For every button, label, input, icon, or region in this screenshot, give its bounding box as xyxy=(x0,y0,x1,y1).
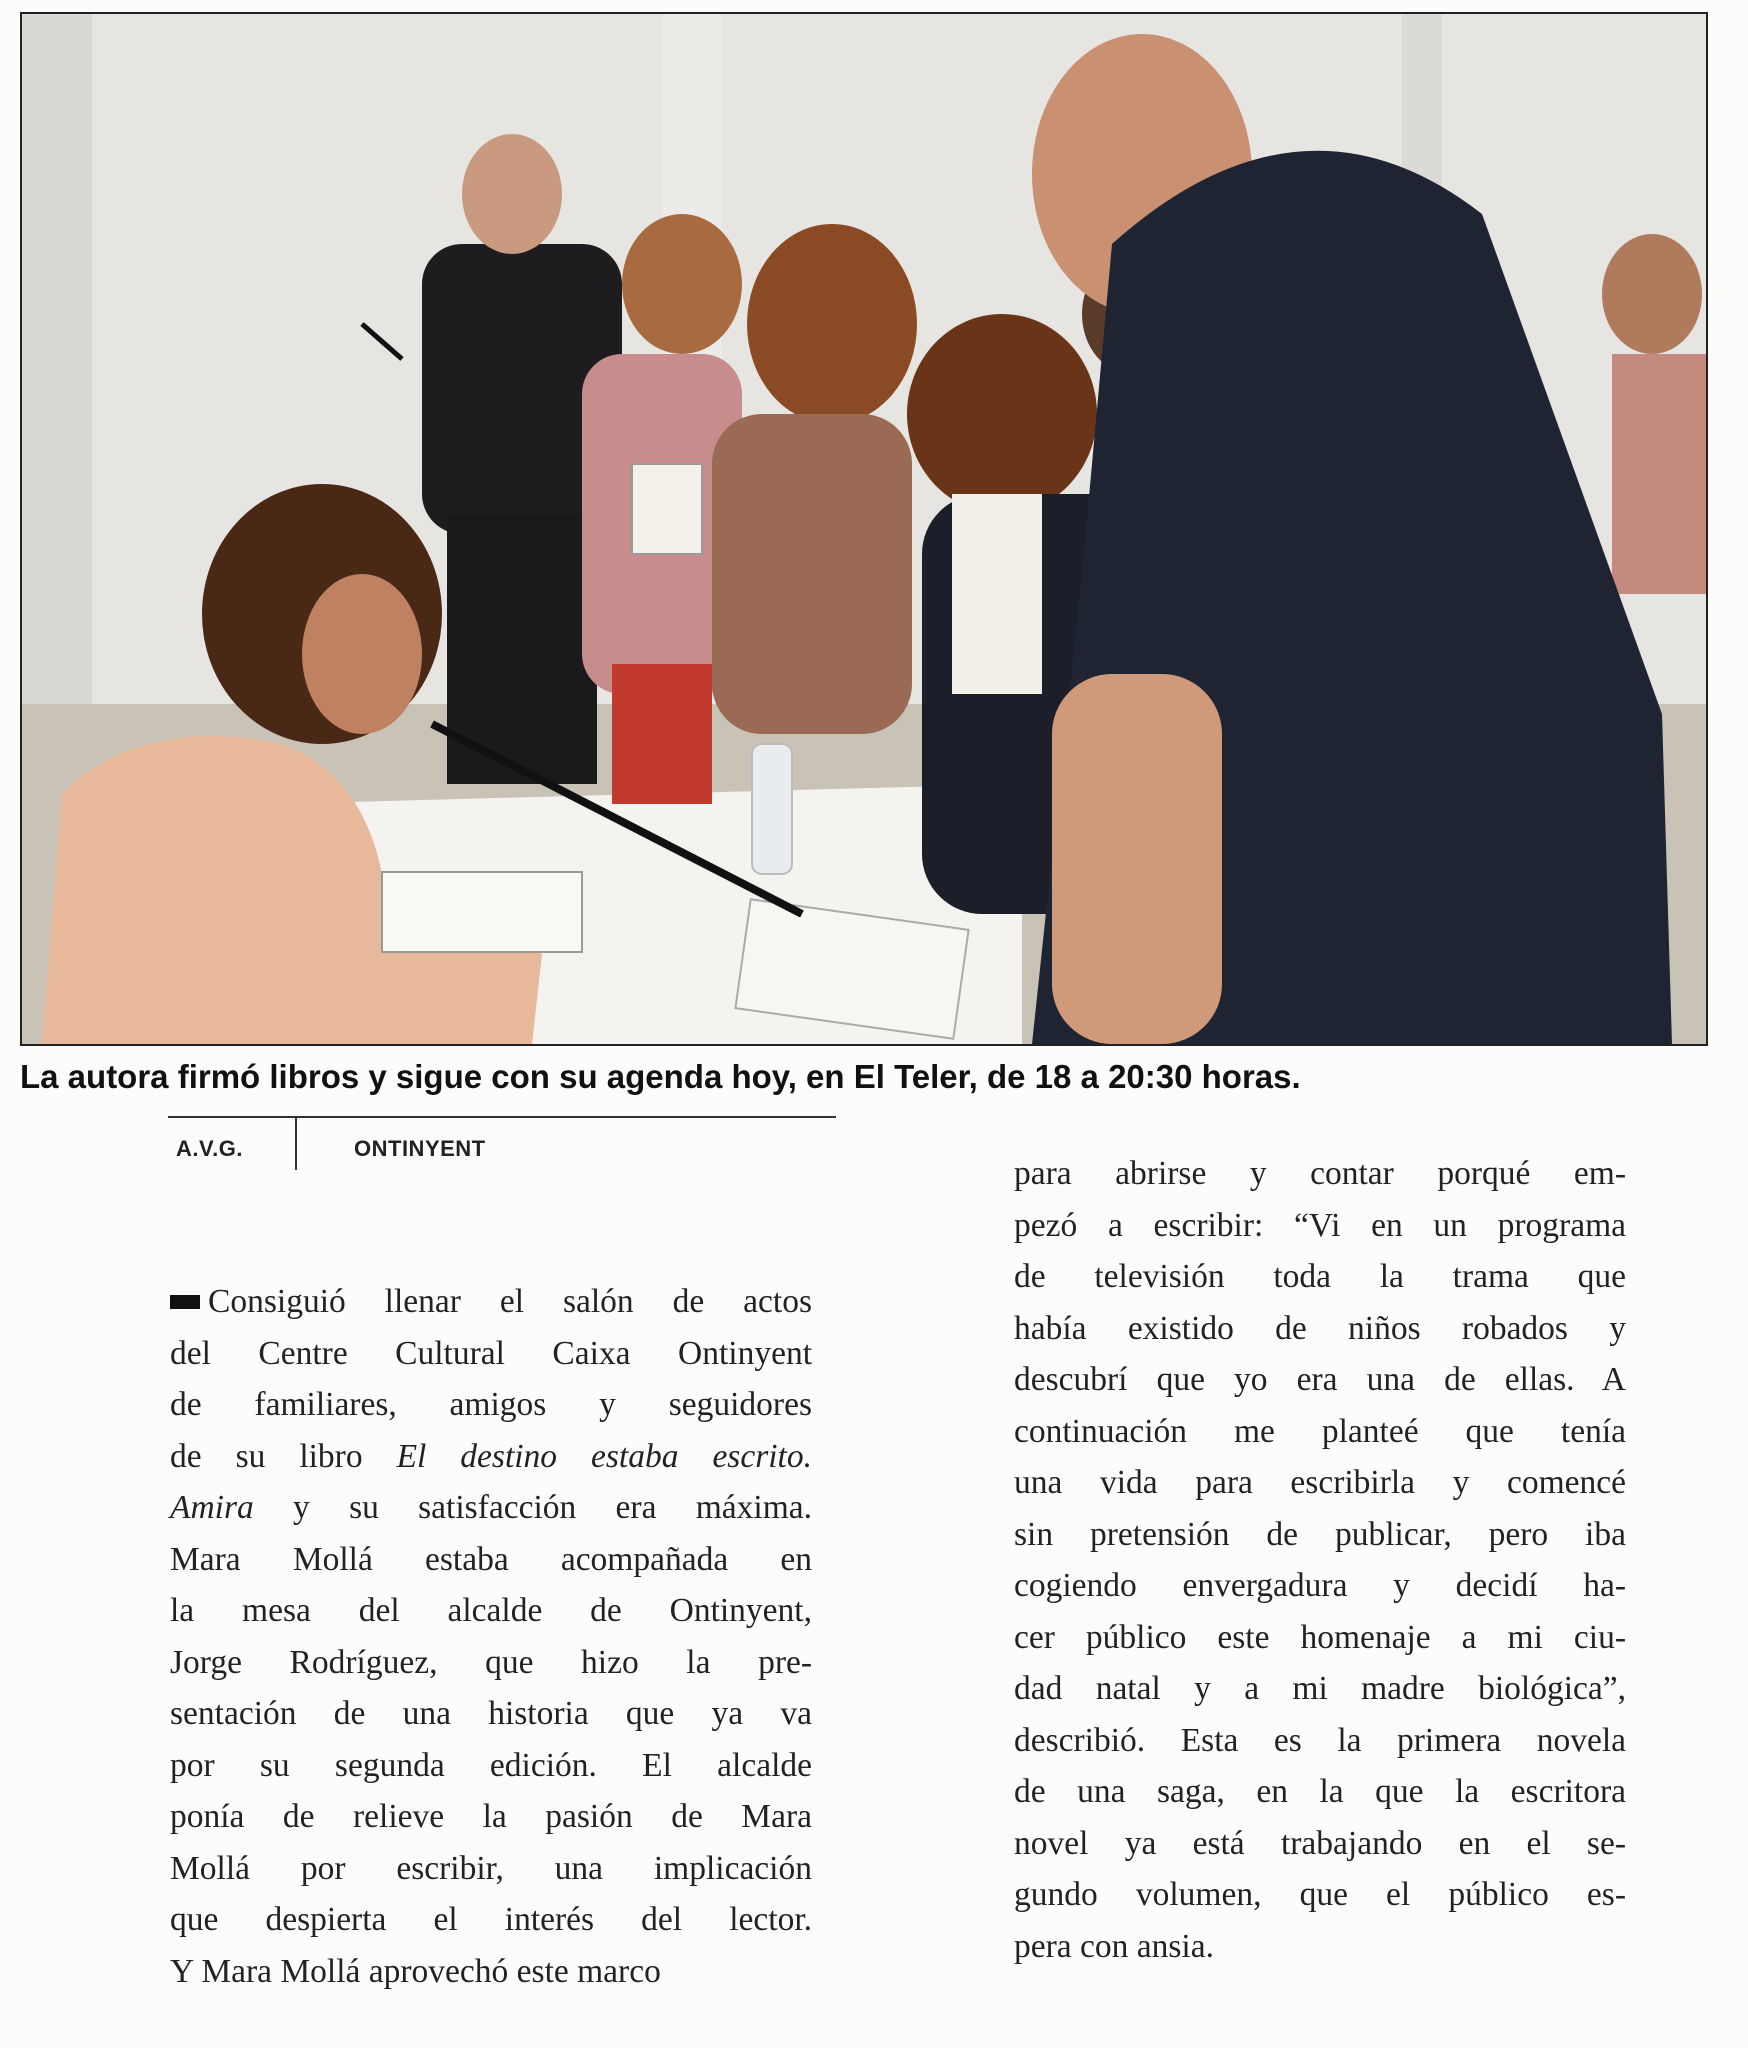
article-line: de familiares, amigos y seguidores xyxy=(170,1386,812,1423)
article-line: ponía de relieve la pasión de Mara xyxy=(170,1798,812,1835)
article-column-right xyxy=(1014,1148,1626,1972)
article-line: sentación de una historia que ya va xyxy=(170,1695,812,1732)
article-line: descubrí que yo era una de ellas. A xyxy=(1014,1361,1626,1398)
article-line: que despierta el interés del lector. xyxy=(170,1901,812,1938)
article-line: Consiguió llenar el salón de actos xyxy=(170,1276,812,1328)
byline-divider xyxy=(295,1116,297,1170)
article-column-left xyxy=(170,1276,812,1997)
article-line: continuación me planteé que tenía xyxy=(1014,1412,1626,1450)
article-line: Amira y su satisfacción era máxima. xyxy=(170,1489,812,1526)
article-line: describió. Esta es la primera novela xyxy=(1014,1721,1626,1759)
article-photo xyxy=(20,12,1708,1046)
photo-image-icon xyxy=(22,14,1706,1044)
byline-rule xyxy=(168,1116,836,1118)
photo-caption: La autora firmó libros y sigue con su agenda hoy, en El Teler, de 18 a 20:30 horas. xyxy=(20,1058,1301,1095)
byline-author: A.V.G. xyxy=(176,1136,243,1161)
article-line: pera con ansia. xyxy=(1014,1927,1214,1965)
article-line: cer público este homenaje a mi ciu- xyxy=(1014,1618,1626,1656)
byline-place: ONTINYENT xyxy=(354,1136,486,1161)
article-line: cogiendo envergadura y decidí ha- xyxy=(1014,1567,1626,1604)
article-line: pezó a escribir: “Vi en un programa xyxy=(1014,1206,1626,1244)
article-line: había existido de niños robados y xyxy=(1014,1309,1626,1347)
article-line: de su libro El destino estaba escrito. xyxy=(170,1437,812,1475)
article-line: Jorge Rodríguez, que hizo la pre- xyxy=(170,1643,812,1681)
article-line: Mara Mollá estaba acompañada en xyxy=(170,1540,812,1578)
article-line: Mollá por escribir, una implicación xyxy=(170,1849,812,1887)
article-line: gundo volumen, que el público es- xyxy=(1014,1876,1626,1913)
article-line: de televisión toda la trama que xyxy=(1014,1258,1626,1295)
article-line: sin pretensión de publicar, pero iba xyxy=(1014,1515,1626,1553)
book-title-subtitle: Amira xyxy=(170,1489,254,1526)
article-line: del Centre Cultural Caixa Ontinyent xyxy=(170,1334,812,1372)
article-line: de una saga, en la que la escritora xyxy=(1014,1773,1626,1810)
article-line: una vida para escribirla y comencé xyxy=(1014,1464,1626,1501)
article-line: Y Mara Mollá aprovechó este marco xyxy=(170,1952,661,1990)
article-line: por su segunda edición. El alcalde xyxy=(170,1746,812,1784)
book-title: El destino estaba escrito. xyxy=(396,1437,812,1475)
article-line: la mesa del alcalde de Ontinyent, xyxy=(170,1592,812,1629)
article-line: para abrirse y contar porqué em- xyxy=(1014,1155,1626,1192)
article-line: novel ya está trabajando en el se- xyxy=(1014,1824,1626,1862)
article-line: dad natal y a mi madre biológica”, xyxy=(1014,1670,1626,1707)
paragraph-marker-icon xyxy=(170,1295,200,1309)
